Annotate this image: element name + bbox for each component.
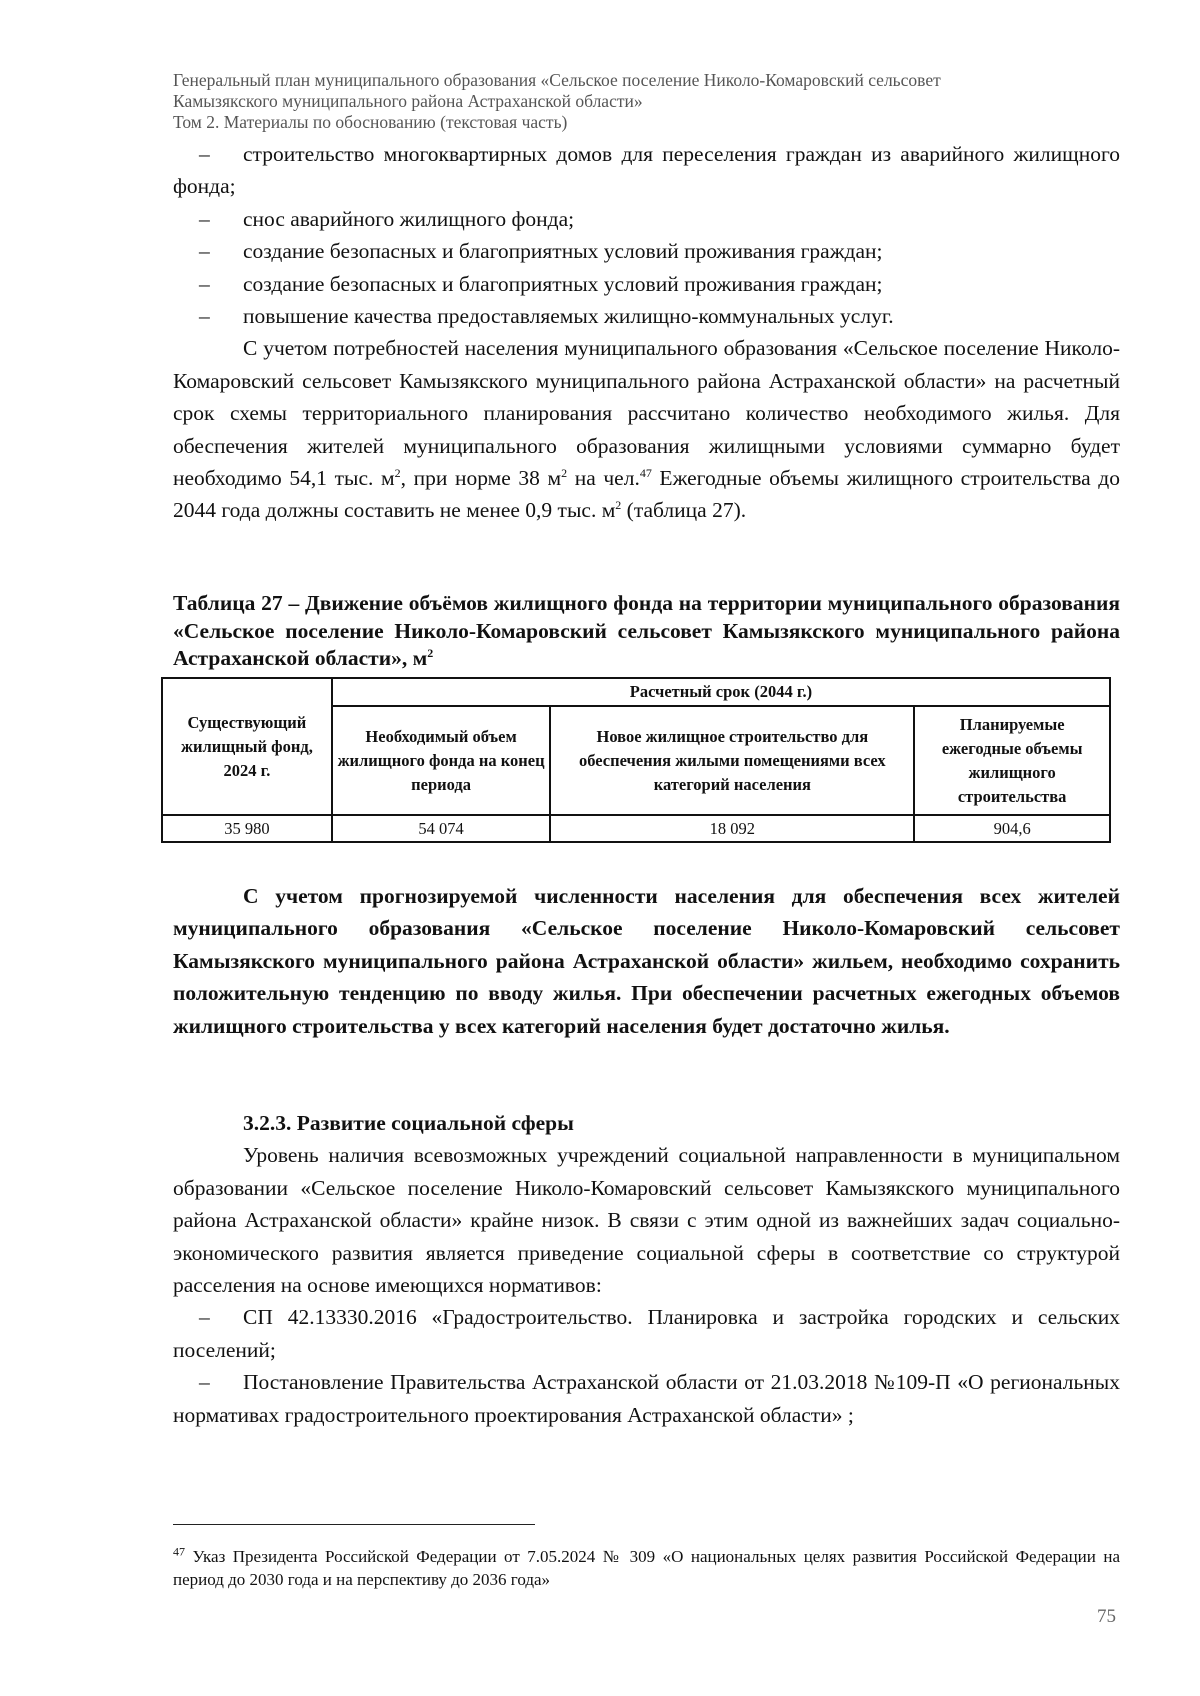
intro-block xyxy=(173,138,1120,527)
section-heading: 3.2.3. Развитие социальной сферы xyxy=(243,1111,574,1135)
footnote-reference[interactable]: 47 xyxy=(639,465,652,480)
list-item: – создание безопасных и благоприятных условий проживания граждан; xyxy=(199,271,883,296)
header-existing-fund: Существующий жилищный фонд, 2024 г. xyxy=(162,678,332,815)
table-title: Таблица 27 – Движение объёмов жилищного фонда на территории муниципального образования «Сельское поселение Николо-Комаровский сельсовет Камызякского муниципального района Астраханской области», $м^2$ xyxy=(173,591,1120,670)
list-item: – создание безопасных и благоприятных условий проживания граждан; xyxy=(199,239,883,264)
housing-table xyxy=(161,677,1111,843)
cell-existing: 35 980 xyxy=(162,815,332,842)
page-header xyxy=(173,70,1120,133)
header-annual-volume: Планируемые ежегодные объемы жилищного строительства xyxy=(914,706,1110,815)
footnote-divider xyxy=(173,1524,535,1525)
footnote: $^{47}$ Указ Президента Российской Федерации от 7.05.2024 № 309 «О национальных целях развития Российской Федерации на период до 2030 года и на перспективу до 2036 года» xyxy=(173,1544,1120,1589)
housing-paragraph: С учетом потребностей населения муниципального образования «Сельское поселение Николо-Комаровский сельсовет Камызякского муниципального района Астраханской области» на расчетный срок схемы территориального планирования рассчитано количество необходимого жилья. Для обеспечения жителей муниципального образования жилищными условиями суммарно будет необходимо 54,1 тыс. $м^2$, при норме 38 $м^2$ на чел.$^{47}$ Ежегодные объемы жилищного строительства до 2044 года должны составить не менее 0,9 тыс. $м^2$ (таблица 27). xyxy=(173,336,1120,523)
table-row xyxy=(162,815,1110,842)
list-item: – повышение качества предоставляемых жилищно-коммунальных услуг. xyxy=(199,304,894,329)
conclusion-paragraph: С учетом прогнозируемой численности населения для обеспечения всех жителей муниципального образования «Сельское поселение Николо-Комаровский сельсовет Камызякского муниципального района Астраханской области» жильем, необходимо сохранить положительную тенденцию по вводу жилья. При обеспечении расчетных ежегодных объемов жилищного строительства у всех категорий населения будет достаточно жилья. xyxy=(173,884,1120,1038)
social-sphere-section xyxy=(173,1107,1120,1431)
list-item: – строительство многоквартирных домов для переселения граждан из аварийного жилищного фонда; xyxy=(173,142,1120,199)
list-item: – снос аварийного жилищного фонда; xyxy=(199,206,575,231)
cell-new: 18 092 xyxy=(550,815,914,842)
header-line-2: Камызякского муниципального района Астраханской области» xyxy=(173,91,643,111)
list-item: – СП 42.13330.2016 «Градостроительство. Планировка и застройка городских и сельских поселений; xyxy=(173,1305,1120,1362)
header-line-3: Том 2. Материалы по обоснованию (текстовая часть) xyxy=(173,112,568,132)
page-number: 75 xyxy=(1097,1606,1116,1627)
header-new-construction: Новое жилищное строительство для обеспечения жилыми помещениями всех категорий населения xyxy=(550,706,914,815)
header-calculated-period: Расчетный срок (2044 г.) xyxy=(332,678,1110,706)
cell-required: 54 074 xyxy=(332,815,551,842)
list-item: – Постановление Правительства Астраханской области от 21.03.2018 №109-П «О региональных нормативах градостроительного проектирования Астраханской области» ; xyxy=(173,1370,1120,1427)
footnote-number: 47 xyxy=(173,1544,185,1559)
cell-annual: 904,6 xyxy=(914,815,1110,842)
section-paragraph: Уровень наличия всевозможных учреждений социальной направленности в муниципальном образовании «Сельское поселение Николо-Комаровский сельсовет Камызякского муниципального района Астраханской области» крайне низок. В связи с этим одной из важнейших задач социально-экономического развития является приведение социальной сферы в соответствие со структурой расселения на основе имеющихся нормативов: xyxy=(173,1143,1120,1298)
header-line-1: Генеральный план муниципального образования «Сельское поселение Николо-Комаровский сельсовет xyxy=(173,70,941,90)
header-required-volume: Необходимый объем жилищного фонда на конец периода xyxy=(332,706,551,815)
